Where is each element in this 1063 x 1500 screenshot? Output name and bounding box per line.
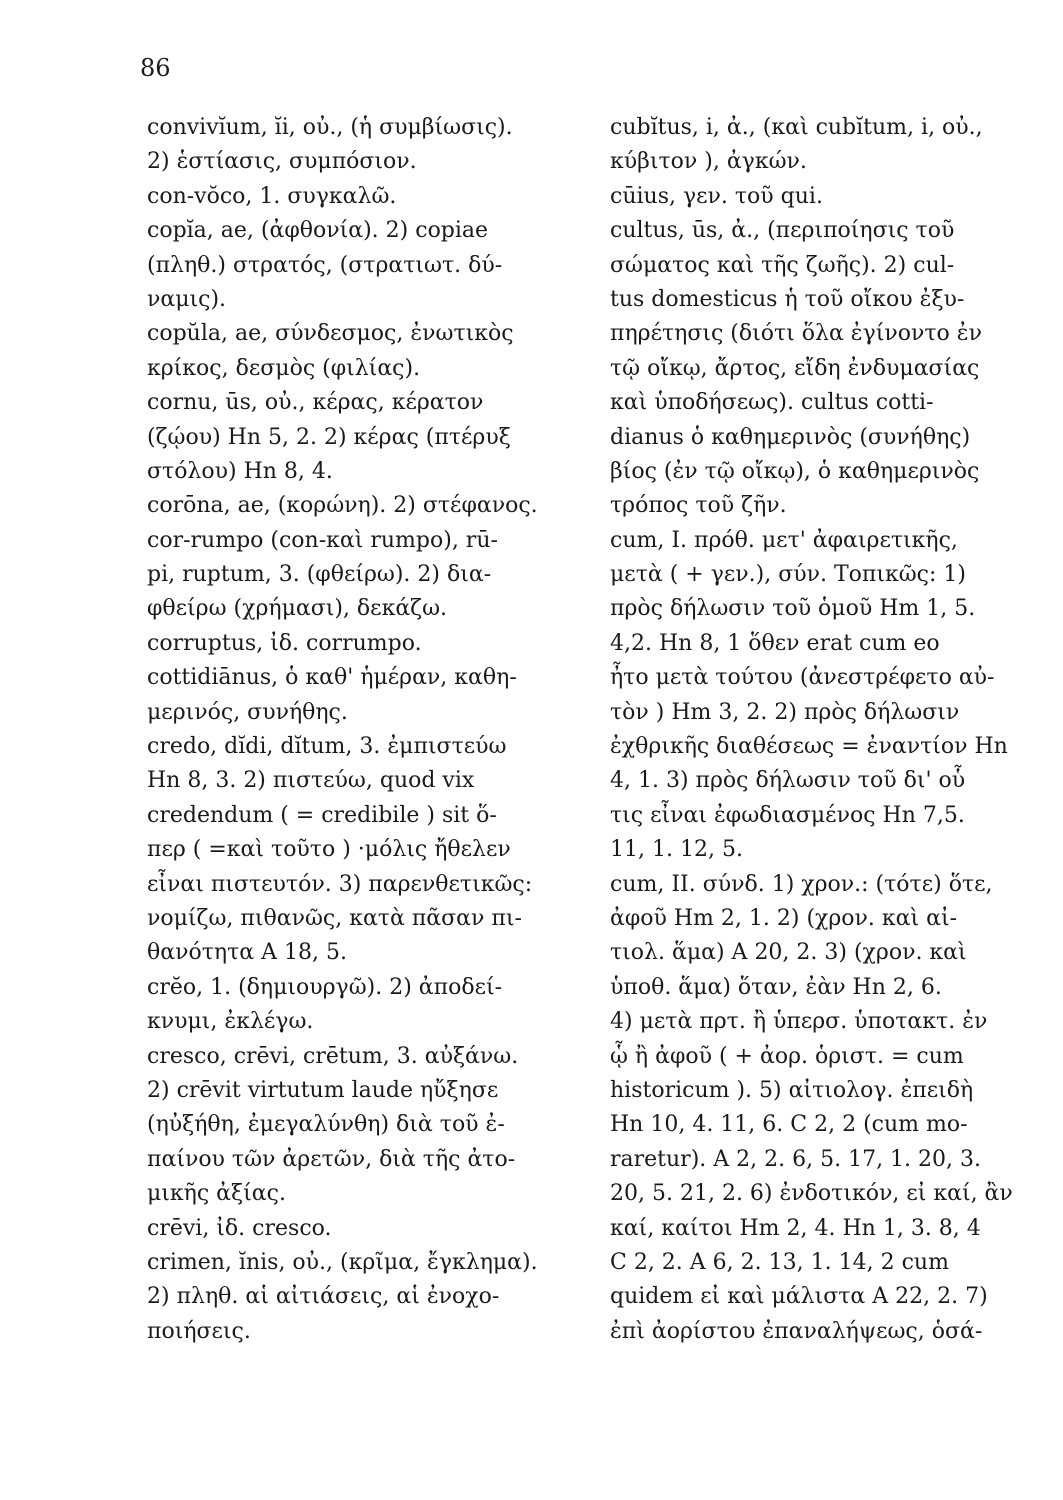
right-column-line: 20, 5. 21, 2. 6) ἐνδοτικόν, εἰ καί, ἂν (610, 1181, 1013, 1207)
right-column-line: μετὰ ( + γεν.), σύν. Τοπικῶς: 1) (610, 562, 966, 588)
right-column-line: ὑποθ. ἅμα) ὅταν, ἐὰν Hn 2, 6. (610, 974, 942, 1000)
right-column-line: raretur). A 2, 2. 6, 5. 17, 1. 20, 3. (610, 1146, 982, 1172)
right-column-line: C 2, 2. A 6, 2. 13, 1. 14, 2 cum (610, 1249, 949, 1275)
right-column-line: 4,2. Hn 8, 1 ὅθεν erat cum eo (610, 630, 940, 656)
right-column-line: tus domesticus ἡ τοῦ οἴκου ἐξυ- (610, 286, 965, 312)
right-column-line: cultus, ūs, ἀ., (περιποίησις τοῦ (610, 218, 955, 244)
left-column-line: περ ( =καὶ τοῦτο ) ·μόλις ἤθελεν (147, 837, 511, 863)
left-column-line: crĕo, 1. (δημιουργῶ). 2) ἀποδεί- (147, 974, 503, 1000)
left-column-line: 2) crēvit virtutum laude ηὔξησε (147, 1077, 499, 1103)
left-column-line: στόλου) Hn 8, 4. (147, 458, 333, 484)
left-column-line: corruptus, ἰδ. corrumpo. (147, 630, 422, 656)
left-column-line: κρίκος, δεσμὸς (φιλίας). (147, 355, 421, 381)
left-column-line: cresco, crēvi, crētum, 3. αὐξάνω. (147, 1043, 519, 1069)
right-column-line: dianus ὁ καθημερινὸς (συνήθης) (610, 424, 971, 450)
left-column-line: μερινός, συνήθης. (147, 699, 348, 725)
left-column-line: credo, dĭdi, dĭtum, 3. ἐμπιστεύω (147, 734, 507, 760)
right-column-line: ἦτο μετὰ τούτου (ἀνεστρέφετο αὐ- (610, 665, 995, 691)
left-column-line: crimen, ĭnis, οὐ., (κρῖμα, ἔγκλημα). (147, 1249, 538, 1275)
left-column-line: εἶναι πιστευτόν. 3) παρενθετικῶς: (147, 871, 533, 897)
left-column-line: 2) πληθ. αἱ αἰτιάσεις, αἱ ἐνοχο- (147, 1284, 500, 1310)
right-column-line: cubĭtus, i, ἀ., (καὶ cubĭtum, i, οὐ., (610, 115, 983, 140)
right-column-line: βίος (ἐν τῷ οἴκῳ), ὁ καθημερινὸς (610, 458, 980, 484)
right-column-line: 4, 1. 3) πρὸς δήλωσιν τοῦ δι' οὗ (610, 768, 966, 794)
right-column-line: τῷ οἴκῳ, ἄρτος, εἴδη ἐνδυμασίας (610, 355, 980, 381)
left-column-line: (πληθ.) στρατός, (στρατιωτ. δύ- (147, 252, 503, 278)
left-column-line: ναμις). (147, 286, 227, 312)
left-column-line: παίνου τῶν ἀρετῶν, διὰ τῆς ἀτο- (147, 1146, 516, 1172)
right-column-line: κύβιτον ), ἀγκών. (610, 149, 807, 175)
right-column-line: καί, καίτοι Hm 2, 4. Hn 1, 3. 8, 4 (610, 1215, 981, 1241)
right-column-line: σώματος καὶ τῆς ζωῆς). 2) cul- (610, 252, 955, 278)
left-column-line: cottidiānus, ὁ καθ' ἡμέραν, καθη- (147, 665, 517, 691)
right-column-line: cum, I. πρόθ. μετ' ἀφαιρετικῆς, (610, 527, 958, 553)
left-column-line: corōna, ae, (κορώνη). 2) στέφανος. (147, 493, 538, 519)
left-column-line: pi, ruptum, 3. (φθείρω). 2) δια- (147, 562, 492, 588)
left-column-line: convivĭum, ĭi, οὐ., (ἡ συμβίωσις). (147, 115, 513, 140)
right-column-line: τις εἶναι ἐφωδιασμένος Hn 7,5. (610, 802, 965, 828)
right-column-line: ἀφοῦ Hm 2, 1. 2) (χρον. καὶ αἰ- (610, 905, 958, 931)
right-column-line: τρόπος τοῦ ζῆν. (610, 493, 787, 519)
left-column-line: (ζῴου) Hn 5, 2. 2) κέρας (πτέρυξ (147, 424, 511, 450)
right-column-line: historicum ). 5) αἰτιολογ. ἐπειδὴ (610, 1077, 974, 1103)
right-column-line: ᾧ ἢ ἀφοῦ ( + ἀορ. ὁριστ. = cum (610, 1043, 964, 1069)
right-column-line: τιολ. ἅμα) A 20, 2. 3) (χρον. καὶ (610, 940, 967, 966)
right-column-line: 11, 1. 12, 5. (610, 837, 743, 863)
right-column-line: ἐπὶ ἀορίστου ἐπαναλήψεως, ὁσά- (610, 1318, 983, 1344)
left-column-line: cor-rumpo (con-καὶ rumpo), rū- (147, 527, 498, 553)
right-column-line: πρὸς δήλωσιν τοῦ ὁμοῦ Hm 1, 5. (610, 596, 976, 622)
left-column-line: φθείρω (χρήμασι), δεκάζω. (147, 596, 448, 622)
right-column-line: Hn 10, 4. 11, 6. C 2, 2 (cum mo- (610, 1112, 968, 1138)
left-column-line: κνυμι, ἐκλέγω. (147, 1009, 314, 1035)
left-column-line: credendum ( = credibile ) sit ὅ- (147, 802, 497, 828)
left-column-line: con-vŏco, 1. συγκαλῶ. (147, 183, 397, 209)
right-column (610, 111, 1040, 1349)
right-column-line: quidem εἰ καὶ μάλιστα A 22, 2. 7) (610, 1284, 988, 1310)
left-column-line: copŭla, ae, σύνδεσμος, ἐνωτικὸς (147, 321, 514, 347)
left-column-line: θανότητα A 18, 5. (147, 940, 347, 966)
right-column-line: cūius, γεν. τοῦ qui. (610, 183, 823, 209)
left-column-line: (ηὐξήθη, ἐμεγαλύνθη) διὰ τοῦ ἐ- (147, 1112, 505, 1138)
right-column-line: πηρέτησις (διότι ὅλα ἐγίνοντο ἐν (610, 321, 982, 347)
left-column-line: cornu, ūs, οὐ., κέρας, κέρατον (147, 390, 484, 416)
left-column-line: 2) ἑστίασις, συμπόσιον. (147, 149, 417, 175)
left-column (147, 111, 577, 1349)
left-column-line: ποιήσεις. (147, 1318, 251, 1344)
right-column-line: ἐχθρικῆς διαθέσεως = ἐναντίον Hn (610, 734, 1008, 760)
right-column-line: cum, II. σύνδ. 1) χρον.: (τότε) ὅτε, (610, 871, 993, 897)
left-column-line: crēvi, ἰδ. cresco. (147, 1215, 332, 1241)
left-column-line: copĭa, ae, (ἀφθονία). 2) copiae (147, 218, 489, 244)
right-column-line: τὸν ) Hm 3, 2. 2) πρὸς δήλωσιν (610, 699, 960, 725)
left-column-line: μικῆς ἀξίας. (147, 1181, 286, 1207)
right-column-line: 4) μετὰ πρτ. ἢ ὑπερσ. ὑποτακτ. ἐν (610, 1009, 988, 1035)
left-column-line: Hn 8, 3. 2) πιστεύω, quod vix (147, 768, 475, 794)
right-column-line: καὶ ὑποδήσεως). cultus cotti- (610, 390, 934, 416)
page-number: 86 (140, 54, 171, 82)
left-column-line: νομίζω, πιθανῶς, κατὰ πᾶσαν πι- (147, 905, 522, 931)
